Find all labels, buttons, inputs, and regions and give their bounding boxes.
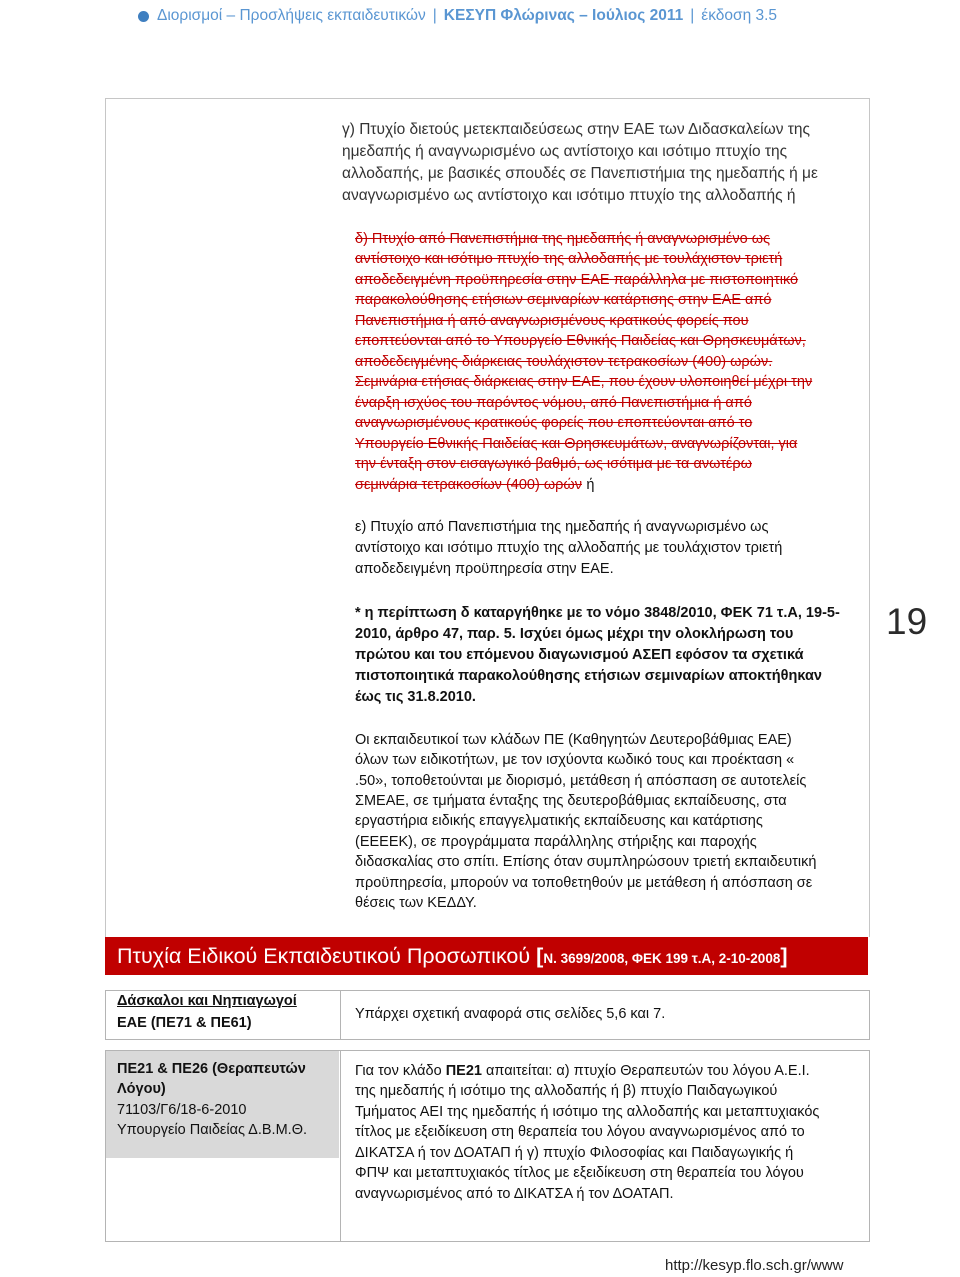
- text-line: αλλοδαπής, με βασικές σπουδές σε Πανεπιστήμια της ημεδαπής ή με: [342, 165, 818, 182]
- text-line: Τμήματος ΑΕΙ της ημεδαπής ή ισότιμο της αλλοδαπής και μεταπτυχιακός: [355, 1103, 820, 1120]
- header-separator: |: [432, 7, 437, 24]
- text-line: αντίστοιχο και ισότιμο πτυχίο της αλλοδαπής με τουλάχιστον τριετή: [355, 540, 783, 556]
- banner-close-bracket: ]: [780, 944, 788, 968]
- category-cell: [117, 1059, 307, 1141]
- category-title: Λόγου): [117, 1081, 166, 1098]
- category-reference: Υπουργείο Παιδείας Δ.Β.Μ.Θ.: [117, 1122, 308, 1139]
- header-version: έκδοση 3.5: [701, 7, 778, 24]
- repeal-note: [355, 603, 840, 708]
- text-line: Οι εκπαιδευτικοί των κλάδων ΠΕ (Καθηγητών Δευτεροβάθμιας ΕΑΕ): [355, 731, 792, 748]
- text-line: (ΕΕΕΕΚ), σε προγράμματα παράλληλης στήριξης και παροχής: [355, 833, 757, 850]
- item-g-paragraph: [342, 119, 818, 207]
- table-row: [105, 1050, 870, 1242]
- description-cell: [355, 1061, 819, 1205]
- branch-code: ΠΕ21: [445, 1062, 482, 1079]
- struck-text-line: παρακολούθησης ετήσιων σεμιναρίων κατάρτισης στην ΕΑΕ από: [355, 292, 772, 308]
- struck-text-line: αντίστοιχο και ισότιμο πτυχίο της αλλοδαπής με τουλάχιστον τριετή: [355, 251, 783, 267]
- text-line: έως τις 31.8.2010.: [355, 688, 476, 705]
- text-line: ε) Πτυχίο από Πανεπιστήμια της ημεδαπής ή αναγνωρισμένο ως: [355, 519, 769, 535]
- text-line: προϋπηρεσία, μπορούν να τοποθετηθούν με μετάθεση ή απόσπαση σε: [355, 874, 813, 891]
- text-line: εργαστήρια ειδικής επαγγελματικής εκπαίδευσης και κατάρτισης: [355, 813, 763, 830]
- table-row: [105, 990, 870, 1040]
- text-line: της ημεδαπής ή ισότιμο της αλλοδαπής ή β) πτυχίο Παιδαγωγικού: [355, 1083, 778, 1100]
- text-line: γ) Πτυχίο διετούς μετεκπαιδεύσεως στην ΕΑΕ των Διδασκαλείων της: [342, 121, 810, 138]
- item-d-repealed-paragraph: [355, 229, 812, 496]
- bullet-icon: [138, 11, 149, 22]
- section-banner: [105, 937, 868, 975]
- text-line: αναγνωρισμένος από το ΔΙΚΑΤΣΑ ή τον ΔΟΑΤΑΠ.: [355, 1185, 674, 1202]
- text-segment: Για τον κλάδο: [355, 1062, 446, 1079]
- running-header: [138, 6, 777, 26]
- struck-text-line: εποπτεύονται από το Υπουργείο Εθνικής Παιδείας και Θρησκευμάτων,: [355, 333, 806, 349]
- category-title: ΠΕ21 & ΠΕ26 (Θεραπευτών: [117, 1060, 306, 1077]
- text-line: ΦΠΨ και μεταπτυχιακός τίτλος με εξειδίκευση στη θεραπεία του λόγου: [355, 1165, 804, 1182]
- text-line: αναγνωρισμένο ως αντίστοιχο και ισότιμο πτυχίο της αλλοδαπής ή: [342, 187, 796, 204]
- text-line: πιστοποιητικά παρακολούθησης ετήσιων σεμιναρίων αποκτήθηκαν: [355, 667, 822, 684]
- text-line: 2010, άρθρο 47, παρ. 5. Ισχύει όμως μέχρι την ολοκλήρωση του: [355, 625, 794, 642]
- category-subtitle: ΕΑΕ (ΠΕ71 & ΠΕ61): [117, 1014, 252, 1031]
- struck-text-line: Υπουργείο Εθνικής Παιδείας και Θρησκευμάτων, αναγνωρίζονται, για: [355, 435, 798, 452]
- text-line: Υπάρχει σχετική αναφορά στις σελίδες 5,6 και 7.: [355, 1005, 666, 1022]
- header-separator: |: [690, 7, 695, 24]
- footer-url-link[interactable]: http://kesyp.flo.sch.gr/www: [665, 1257, 844, 1274]
- struck-text-line: Πανεπιστήμια ή από αναγνωρισμένους κρατικούς φορείς που: [355, 312, 749, 329]
- column-divider: [340, 1051, 341, 1241]
- placement-paragraph: [355, 730, 816, 914]
- struck-text-line: δ) Πτυχίο από Πανεπιστήμια της ημεδαπής ή αναγνωρισμένο ως: [355, 230, 771, 247]
- item-e-paragraph: [355, 517, 782, 580]
- struck-text-line: την ένταξη στον εισαγωγικό βαθμό, ως ισότιμα με τα ανωτέρω: [355, 456, 752, 472]
- struck-text-line: αποδεδειγμένη προϋπηρεσία στην ΕΑΕ παράλληλα με πιστοποιητικό: [355, 271, 799, 288]
- text-line: ΣΜΕΑΕ, σε τμήματα ένταξης της δευτεροβάθμιας εκπαίδευσης, στα: [355, 793, 787, 810]
- struck-text-line: έναρξη ισχύος του παρόντος νόμου, από Πανεπιστήμια ή από: [355, 394, 752, 411]
- struck-text-line: αναγνωρισμένους κρατικούς φορείς που εποπτεύονται από το: [355, 415, 753, 431]
- text-line: όλων των ειδικοτήτων, με τον ισχύοντα κωδικό τους και προέκταση «: [355, 752, 795, 769]
- text-line: ΔΙΚΑΤΣΑ ή τον ΔΟΑΤΑΠ ή γ) πτυχίο Φιλοσοφίας και Παιδαγωγικής ή: [355, 1144, 794, 1161]
- banner-law-reference: Ν. 3699/2008, ΦΕΚ 199 τ.Α, 2-10-2008: [543, 951, 781, 966]
- text-line: αποδεδειγμένη προϋπηρεσία στην ΕΑΕ.: [355, 561, 614, 577]
- text-segment: απαιτείται: α) πτυχίο Θεραπευτών του λόγου Α.Ε.Ι.: [481, 1062, 810, 1079]
- struck-text-line: Σεμινάρια ετήσιας διάρκειας στην ΕΑΕ, που έχουν υλοποιηθεί μέχρι την: [355, 374, 813, 390]
- text-line: ημεδαπής ή αναγνωρισμένο ως αντίστοιχο και ισότιμο πτυχίο της: [342, 143, 788, 160]
- category-reference: 71103/Γ6/18-6-2010: [117, 1101, 247, 1118]
- category-cell: [117, 991, 297, 1034]
- category-title: Δάσκαλοι και Νηπιαγωγοί: [117, 993, 297, 1009]
- page-number: 19: [886, 601, 928, 642]
- header-organization: ΚΕΣΥΠ Φλώρινας – Ιούλιος 2011: [443, 7, 684, 24]
- text-line: διδασκαλίας στο σπίτι. Επίσης όταν συμπληρώσουν τριετή εκπαιδευτική: [355, 854, 817, 871]
- text-line: θέσεις των ΚΕΔΔΥ.: [355, 895, 477, 912]
- banner-title: Πτυχία Ειδικού Εκπαιδευτικού Προσωπικού: [117, 944, 531, 968]
- trailing-conjunction: ή: [586, 476, 595, 493]
- text-line: πρώτου και του επόμενου διαγωνισμού ΑΣΕΠ εφόσον τα σχετικά: [355, 646, 804, 663]
- text-line: [355, 1061, 819, 1082]
- struck-text: σεμινάρια τετρακοσίων (400) ωρών: [355, 476, 582, 493]
- description-cell: [355, 1004, 665, 1025]
- banner-open-bracket: [: [536, 944, 544, 968]
- text-line: [355, 475, 812, 496]
- text-line: τίτλος με εξειδίκευση στη θεραπεία του λόγου αναγνωρισμένος από το: [355, 1124, 805, 1141]
- header-title: Διορισμοί – Προσλήψεις εκπαιδευτικών: [157, 7, 426, 24]
- column-divider: [340, 991, 341, 1039]
- text-line: * η περίπτωση δ καταργήθηκε με το νόμο 3848/2010, ΦΕΚ 71 τ.Α, 19-5-: [355, 604, 840, 621]
- struck-text-line: αποδεδειγμένης διάρκειας τουλάχιστον τετρακοσίων (400) ωρών.: [355, 353, 773, 370]
- text-line: .50», τοποθετούνται με διορισμό, μετάθεση ή απόσπαση σε αυτοτελείς: [355, 772, 807, 789]
